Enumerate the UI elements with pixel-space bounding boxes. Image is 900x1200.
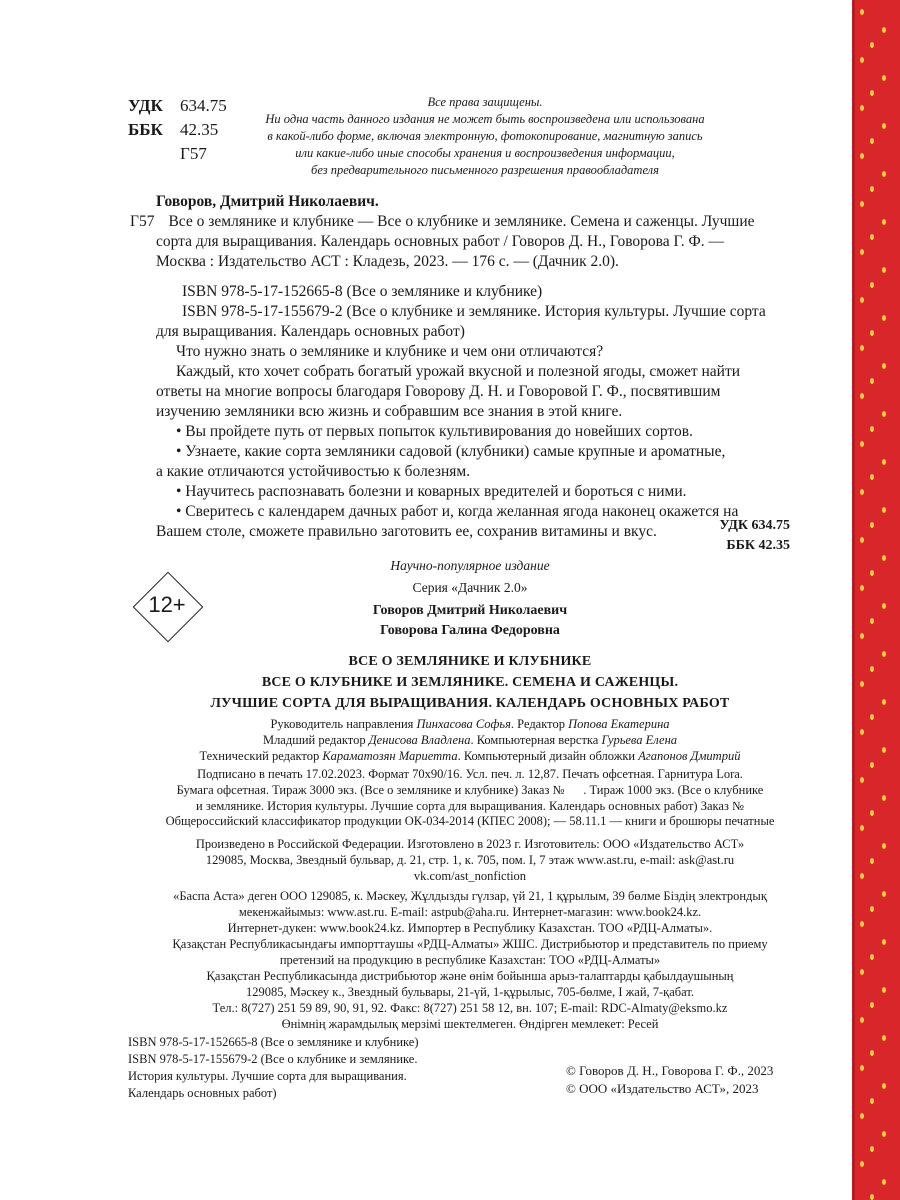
annotation-question: Что нужно знать о землянике и клубнике и чем они отличаются? <box>176 343 604 360</box>
annotation-bullet: • Научитесь распознавать болезни и коварных вредителей и бороться с ними. <box>176 483 687 500</box>
annotation-bullet: • Узнаете, какие сорта земляники садовой (клубники) самые крупные и ароматные, <box>176 443 726 460</box>
catalog-line1: Г57 Все о землянике и клубнике — Все о клубнике и землянике. Семена и саженцы. Лучшие <box>130 213 755 230</box>
annotation-text: Вашем столе, сможете правильно заготовить ее, сохранив витамины и вкус. <box>156 523 657 540</box>
producer-line: 129085, Москва, Звездный бульвар, д. 21, стр. 1, к. 705, пом. I, 7 этаж www.ast.ru, e-mail: ask@ast.ru <box>205 853 735 867</box>
annotation-bullet: • Сверитесь с календарем дачных работ и, когда желанная ягода наконец окажется на <box>176 503 739 520</box>
title-line: ВСЕ О ЗЕМЛЯНИКЕ И КЛУБНИКЕ <box>348 654 592 669</box>
credits-line: Младший редактор Денисова Владлена. Компьютерная верстка Гурьева Елена <box>262 733 678 747</box>
isbn-line: ISBN 978-5-17-152665-8 (Все о землянике и клубнике) <box>128 1035 419 1049</box>
isbn-line: История культуры. Лучшие сорта для выращивания. <box>128 1069 407 1083</box>
book-title <box>160 651 780 714</box>
catalog-author: Говоров, Дмитрий Николаевич. <box>156 193 379 210</box>
title-line: ВСЕ О КЛУБНИКЕ И ЗЕМЛЯНИКЕ. СЕМЕНА И САЖЕНЦЫ. <box>261 675 679 690</box>
kazakh-line: Тел.: 8(727) 251 59 89, 90, 91, 92. Факс: 8(727) 251 58 12, вн. 107; E-mail: RDC-Almaty@eksmo.kz <box>212 1001 728 1015</box>
producer-line: vk.com/ast_nonfiction <box>413 869 527 883</box>
annotation <box>130 342 790 542</box>
kazakh-line: Қазақстан Республикасында дистрибьютор және өнім бойынша арыз-талаптарды қабылдаушының <box>206 969 734 983</box>
annotation-text: Каждый, кто хочет собрать богатый урожай вкусной и полезной ягоды, сможет найти <box>176 363 741 380</box>
isbn-line: ISBN 978-5-17-155679-2 (Все о клубнике и землянике. <box>128 1052 418 1066</box>
copyright-line: © Говоров Д. Н., Говорова Г. Ф., 2023 <box>566 1063 774 1078</box>
annotation-text: изучению земляники всю жизнь и собравшим все знания в этой книге. <box>156 403 623 420</box>
producer-line: Произведено в Российской Федерации. Изготовлено в 2023 г. Изготовитель: ООО «Издательство АСТ» <box>195 837 745 851</box>
catalog-line3: Москва : Издательство АСТ : Кладезь, 2023. — 176 с. — (Дачник 2.0). <box>156 253 619 270</box>
kazakh-line: Интернет-дукен: www.book24.kz. Импортер в Республику Казахстан. ТОО «РДЦ-Алматы». <box>227 921 713 935</box>
credits-line: Руководитель направления Пинхасова Софья. Редактор Попова Екатерина <box>270 717 670 731</box>
strip-edge <box>852 0 855 1200</box>
kazakh-line: «Баспа Аста» деген ООО 129085, к. Мәскеу, Жұлдызды гүлзар, үй 21, 1 құрылым, 39 бөлме Біздің электрондық <box>173 889 767 903</box>
edition-series: Серия «Дачник 2.0» <box>412 580 528 595</box>
edition-type: Научно-популярное издание <box>390 558 550 573</box>
kazakh-line: 129085, Мәскеу к., Звездный бульвары, 21-үй, 1-құрылыс, 705-бөлме, I жай, 7-қабат. <box>245 985 695 999</box>
kazakh-info <box>160 888 780 1032</box>
credits-line: Технический редактор Караматозян Мариетта. Компьютерный дизайн обложки Агапонов Дмитрий <box>199 749 741 763</box>
print-line: Подписано в печать 17.02.2023. Формат 70х90/16. Усл. печ. л. 12,87. Печать офсетная. Гарнитура Lora. <box>197 767 743 781</box>
catalog-entry <box>130 192 790 342</box>
udk-line: УДК 634.75 <box>128 96 227 115</box>
kazakh-line: Өнімнің жарамдылық мерзімі шектелмеген. Өндірген мемлекет: Ресей <box>281 1017 659 1031</box>
udk-right: УДК 634.75 <box>719 518 790 533</box>
age-rating-text: 12+ <box>148 592 186 617</box>
udk-bbk-right <box>660 516 790 556</box>
annotation-text: ответы на многие вопросы благодаря Говорову Д. Н. и Говоровой Г. Ф., посвятившим <box>156 383 721 400</box>
kazakh-line: претензий на продукцию в республике Казахстан: ТОО «РДЦ-Алматы» <box>279 953 661 967</box>
copyright-line: © ООО «Издательство АСТ», 2023 <box>566 1081 759 1096</box>
catalog-isbn2: ISBN 978-5-17-155679-2 (Все о клубнике и землянике. История культуры. Лучшие сорта <box>182 303 766 320</box>
edition-author: Говорова Галина Федоровна <box>380 623 560 638</box>
bbk-line: ББК 42.35 <box>128 120 219 139</box>
annotation-bullet: • Вы пройдете путь от первых попыток культивирования до новейших сортов. <box>176 423 693 440</box>
copyright <box>566 1062 846 1098</box>
udk-bbk-block <box>128 94 227 166</box>
catalog-isbn2-cont: для выращивания. Календарь основных работ) <box>156 323 465 340</box>
edition-info <box>160 555 780 641</box>
author-sign: Г57 <box>180 144 207 163</box>
isbn-bottom <box>128 1034 448 1102</box>
isbn-line: Календарь основных работ) <box>128 1086 277 1100</box>
print-line: Бумага офсетная. Тираж 3000 экз. (Все о землянике и клубнике) Заказ № . Тираж 1000 экз. (Все о клубнике <box>176 783 764 797</box>
classifier: Общероссийский классификатор продукции ОК-034-2014 (КПЕС 2008); — 58.11.1 — книги и брошюры печатные <box>165 814 775 828</box>
credits <box>160 716 780 764</box>
bbk-right: ББК 42.35 <box>726 538 790 553</box>
kazakh-line: мекенжайымыз: www.ast.ru. E-mail: astpub@aha.ru. Интернет-магазин: www.book24.kz. <box>238 905 702 919</box>
title-line: ЛУЧШИЕ СОРТА ДЛЯ ВЫРАЩИВАНИЯ. КАЛЕНДАРЬ ОСНОВНЫХ РАБОТ <box>210 696 730 711</box>
decorative-strawberry-strip <box>852 0 900 1200</box>
rights-notice: Все права защищены. Ни одна часть данного издания не может быть воспроизведена или использована в какой-либо форме, включая электронную, фотокопирование, магнитную запись или какие-либо иные способы хранения и воспроизведения информации, без предварительного письменного разрешения правообладателя <box>265 95 705 177</box>
kazakh-line: Қазақстан Республикасындағы импорттаушы «РДЦ-Алматы» ЖШС. Дистрибьютор и представитель по приему <box>172 937 768 951</box>
edition-author: Говоров Дмитрий Николаевич <box>372 603 568 618</box>
annotation-text: а какие отличаются устойчивостью к болезням. <box>156 463 471 480</box>
producer-info <box>160 836 780 884</box>
print-info <box>160 766 780 814</box>
print-line: и землянике. История культуры. Лучшие сорта для выращивания. Календарь основных работ) Заказ № <box>196 799 744 813</box>
catalog-line2: сорта для выращивания. Календарь основных работ / Говоров Д. Н., Говорова Г. Ф. — <box>156 233 724 250</box>
catalog-isbn1: ISBN 978-5-17-152665-8 (Все о землянике и клубнике) <box>182 283 543 300</box>
